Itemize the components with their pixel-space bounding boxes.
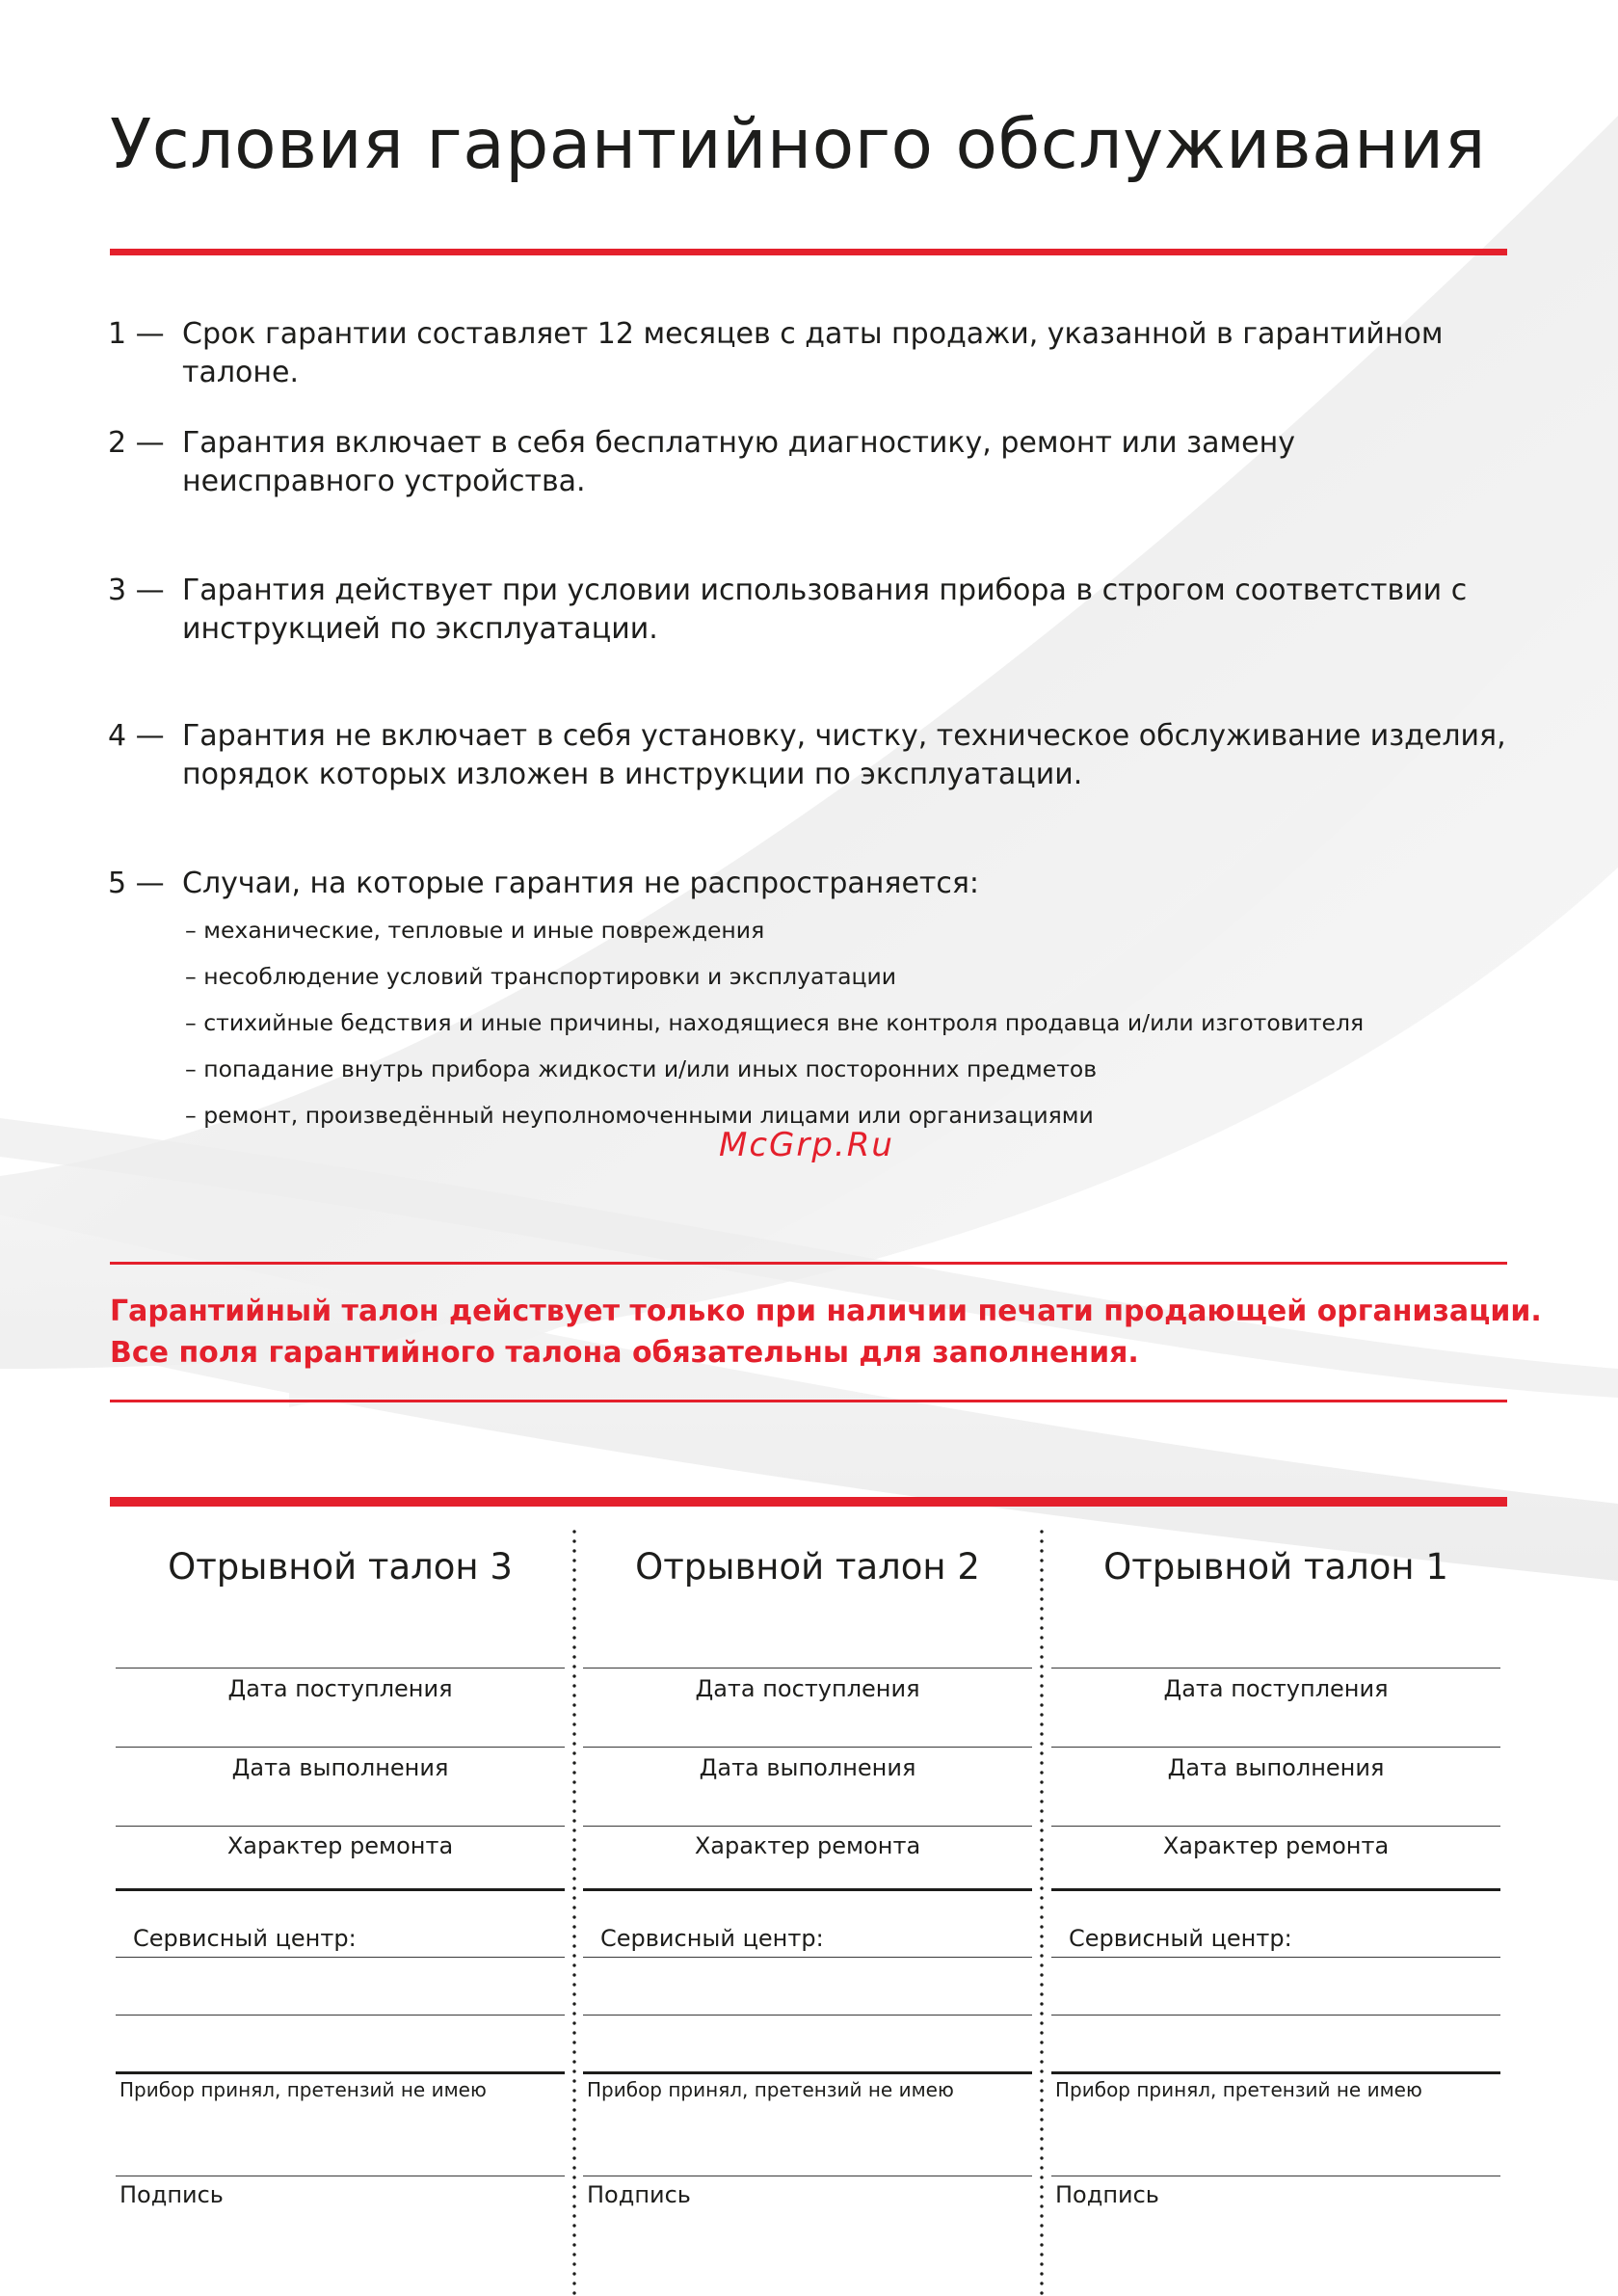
service-center-label: Сервисный центр: — [600, 1925, 824, 1952]
date-completed-label: Дата выполнения — [231, 1754, 449, 1781]
tear-off-coupon-1 — [1051, 1504, 1500, 2296]
tear-off-coupon-2 — [583, 1504, 1032, 2296]
coupon-title: Отрывной талон 1 — [1103, 1546, 1448, 1588]
field-line — [1051, 1826, 1500, 1827]
date-completed-label: Дата выполнения — [699, 1754, 916, 1781]
section-divider — [583, 1888, 1032, 1891]
repair-type-label: Характер ремонта — [226, 1832, 454, 1859]
notice-line-1: Гарантийный талон действует только при наличии печати продающей организации. — [110, 1295, 1542, 1328]
field-line — [1051, 2015, 1500, 2016]
field-line — [583, 1826, 1032, 1827]
field-line — [116, 1747, 565, 1748]
signature-label: Подпись — [119, 2181, 224, 2208]
date-received-label: Дата поступления — [1163, 1675, 1389, 1702]
condition-text: Гарантия включает в себя бесплатную диагностику, ремонт или замену неисправного устройства. — [182, 426, 1295, 498]
service-center-label: Сервисный центр: — [1069, 1925, 1292, 1952]
accepted-label: Прибор принял, претензий не имею — [119, 2078, 487, 2101]
section-divider — [1051, 1888, 1500, 1891]
field-line — [583, 2015, 1032, 2016]
title-divider — [110, 249, 1507, 255]
condition-text: Случаи, на которые гарантия не распространяется: — [182, 867, 980, 900]
field-line — [1051, 1957, 1500, 1958]
tear-line-1 — [572, 1527, 576, 2296]
notice-top-divider — [110, 1262, 1507, 1265]
condition-item-1 — [108, 315, 1534, 392]
condition-text: Гарантия не включает в себя установку, чистку, техническое обслуживание изделия, порядок которых изложен в инструкции по эксплуатации. — [182, 719, 1506, 791]
watermark: McGrp.Ru — [719, 1126, 894, 1164]
date-received-label: Дата поступления — [695, 1675, 920, 1702]
field-line — [583, 1957, 1032, 1958]
coupon-title: Отрывной талон 2 — [635, 1546, 980, 1588]
field-line — [116, 1668, 565, 1669]
condition-text: Гарантия действует при условии использования прибора в строгом соответствии с инструкцией по эксплуатации. — [182, 574, 1468, 646]
field-line — [583, 1747, 1032, 1748]
notice-line-2: Все поля гарантийного талона обязательны для заполнения. — [110, 1336, 1139, 1370]
tear-off-coupon-3 — [116, 1504, 565, 2296]
tear-line-2 — [1040, 1527, 1044, 2296]
condition-item-5 — [108, 865, 1534, 903]
condition-number: 1 — — [108, 317, 165, 351]
accepted-label: Прибор принял, претензий не имею — [587, 2078, 954, 2101]
field-line — [116, 1826, 565, 1827]
date-received-label: Дата поступления — [227, 1675, 453, 1702]
exclusion-item: – ремонт, произведённый неуполномоченными лицами или организациями — [185, 1102, 1094, 1129]
condition-item-2 — [108, 424, 1515, 501]
repair-type-label: Характер ремонта — [1162, 1832, 1390, 1859]
notice-bottom-divider — [110, 1400, 1507, 1402]
exclusion-item: – стихийные бедствия и иные причины, находящиеся вне контроля продавца и/или изготовителя — [185, 1009, 1365, 1036]
condition-number: 4 — — [108, 719, 165, 753]
exclusion-item: – попадание внутрь прибора жидкости и/или иных посторонних предметов — [185, 1055, 1098, 1082]
condition-item-4 — [108, 717, 1515, 794]
section-divider — [1051, 2071, 1500, 2074]
service-center-label: Сервисный центр: — [133, 1925, 357, 1952]
condition-number: 2 — — [108, 426, 165, 460]
section-divider — [116, 2071, 565, 2074]
signature-label: Подпись — [1055, 2181, 1159, 2208]
field-line — [1051, 1668, 1500, 1669]
accepted-label: Прибор принял, претензий не имею — [1055, 2078, 1422, 2101]
signature-label: Подпись — [587, 2181, 691, 2208]
condition-text: Срок гарантии составляет 12 месяцев с даты продажи, указанной в гарантийном талоне. — [182, 317, 1444, 389]
page-title: Условия гарантийного обслуживания — [110, 104, 1486, 184]
field-line — [1051, 1747, 1500, 1748]
date-completed-label: Дата выполнения — [1167, 1754, 1385, 1781]
exclusion-item: – несоблюдение условий транспортировки и эксплуатации — [185, 963, 897, 990]
condition-number: 5 — — [108, 867, 165, 900]
section-divider — [116, 1888, 565, 1891]
field-line — [583, 1668, 1032, 1669]
condition-number: 3 — — [108, 574, 165, 607]
section-divider — [583, 2071, 1032, 2074]
repair-type-label: Характер ремонта — [694, 1832, 921, 1859]
condition-item-3 — [108, 572, 1476, 649]
field-line — [116, 2015, 565, 2016]
field-line — [116, 1957, 565, 1958]
coupon-title: Отрывной талон 3 — [168, 1546, 513, 1588]
exclusion-item: – механические, тепловые и иные повреждения — [185, 917, 765, 944]
